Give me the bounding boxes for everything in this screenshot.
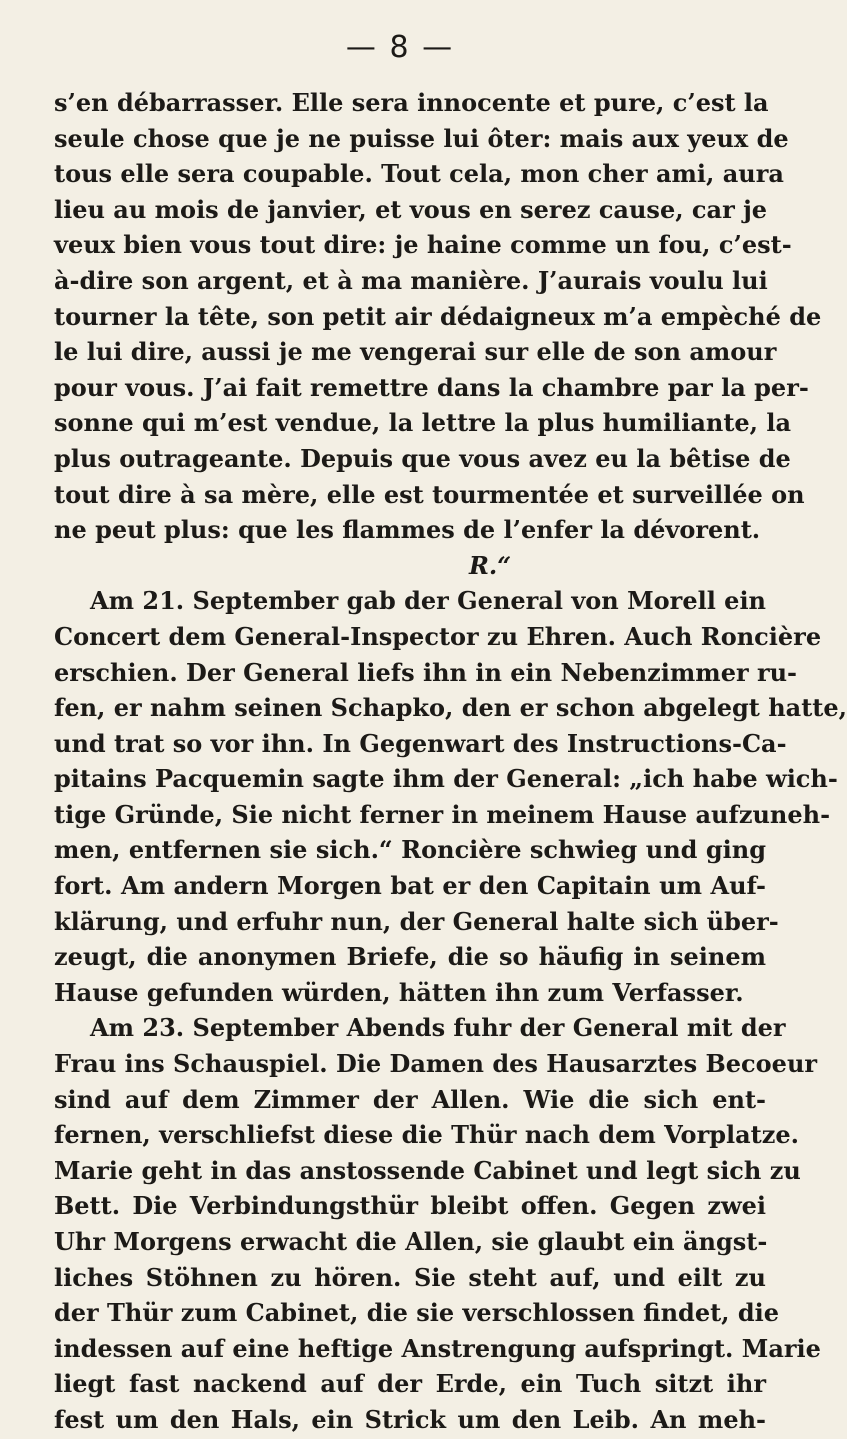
text-line: le lui dire, aussi je me vengerai sur elle de son amour	[54, 337, 777, 367]
text-line: klärung, und erfuhr nun, der General halte sich über-	[54, 906, 779, 936]
text-line: Frau ins Schauspiel. Die Damen des Hausarztes Becoeur	[54, 1049, 818, 1079]
letter-signature: R.“	[468, 550, 512, 580]
text-line: tout dire à sa mère, elle est tourmentée et surveillée on	[54, 479, 805, 509]
text-line: Concert dem General-Inspector zu Ehren. Auch Roncière	[54, 621, 822, 651]
text-line: plus outrageante. Depuis que vous avez eu la bêtise de	[54, 443, 791, 473]
text-line: liches Stöhnen zu hören. Sie steht auf, und eilt zu	[54, 1262, 766, 1292]
page-body	[54, 85, 847, 1438]
text-line: seule chose que je ne puisse lui ôter: mais aux yeux de	[54, 123, 789, 153]
text-line: tous elle sera coupable. Tout cela, mon cher ami, aura	[54, 159, 784, 189]
text-line: indessen auf eine heftige Anstrengung aufspringt. Marie	[54, 1333, 821, 1363]
text-line: der Thür zum Cabinet, die sie verschlossen findet, die	[54, 1298, 780, 1328]
text-line: Marie geht in das anstossende Cabinet und legt sich zu	[54, 1155, 801, 1185]
text-line: tourner la tête, son petit air dédaigneux m’a empèché de	[54, 301, 822, 331]
text-line: zeugt, die anonymen Briefe, die so häufig in seinem	[54, 942, 766, 972]
text-line: sind auf dem Zimmer der Allen. Wie die sich ent-	[54, 1084, 766, 1114]
text-line: und trat so vor ihn. In Gegenwart des Instructions-Ca-	[54, 728, 787, 758]
text-line: liegt fast nackend auf der Erde, ein Tuch sitzt ihr	[54, 1369, 766, 1399]
text-line: tige Gründe, Sie nicht ferner in meinem Hause aufzuneh-	[54, 799, 831, 829]
page-number: — 8 —	[345, 30, 455, 65]
text-line: pour vous. J’ai fait remettre dans la chambre par la per-	[54, 372, 809, 402]
text-line: pitains Pacquemin sagte ihm der General: „ich habe wich-	[54, 764, 838, 794]
text-line: fest um den Hals, ein Strick um den Leib. An meh-	[54, 1404, 766, 1434]
text-line: Bett. Die Verbindungsthür bleibt offen. Gegen zwei	[54, 1191, 766, 1221]
text-line: Hause gefunden würden, hätten ihn zum Verfasser.	[54, 977, 744, 1007]
text-line: Am 23. September Abends fuhr der General mit der	[90, 1013, 786, 1043]
text-line: fernen, verschliefst diese die Thür nach dem Vorplatze.	[54, 1120, 799, 1150]
text-line: Uhr Morgens erwacht die Allen, sie glaubt ein ängst-	[54, 1227, 768, 1256]
text-line: veux bien vous tout dire: je haine comme un fou, c’est-	[54, 230, 792, 260]
text-line: fort. Am andern Morgen bat er den Capitain um Auf-	[54, 871, 766, 901]
text-line: s’en débarrasser. Elle sera innocente et pure, c’est la	[54, 88, 769, 117]
text-line: à-dire son argent, et à ma manière. J’aurais voulu lui	[54, 265, 768, 295]
text-line: fen, er nahm seinen Schapko, den er schon abgelegt hatte,	[54, 693, 847, 723]
text-line: erschien. Der General liefs ihn in ein Nebenzimmer ru-	[54, 657, 798, 687]
text-line: men, entfernen sie sich.“ Roncière schwieg und ging	[54, 835, 766, 865]
text-line: lieu au mois de janvier, et vous en serez cause, car je	[54, 194, 768, 224]
text-line: sonne qui m’est vendue, la lettre la plus humiliante, la	[54, 408, 792, 438]
text-line: ne peut plus: que les flammes de l’enfer la dévorent.	[54, 515, 761, 545]
text-line: Am 21. September gab der General von Morell ein	[90, 586, 767, 616]
